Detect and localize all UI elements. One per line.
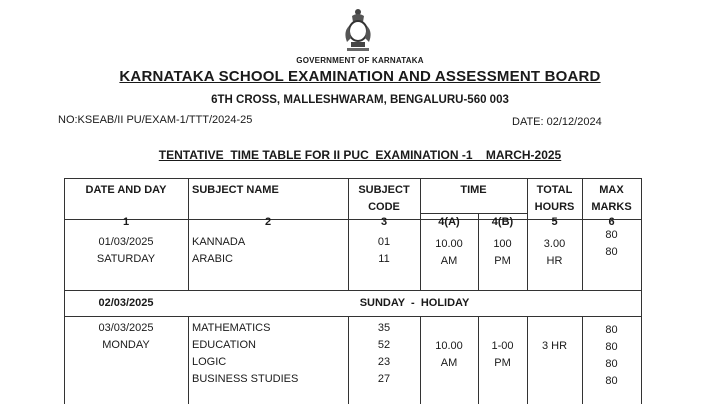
max-marks: 80	[605, 375, 618, 387]
end-time: 1-00	[491, 340, 514, 352]
total-hours-unit: HR	[546, 255, 563, 267]
subject-code: 52	[377, 339, 391, 351]
table-border	[64, 178, 642, 179]
max-marks: 80	[605, 324, 618, 336]
total-hours: 3.00	[543, 238, 566, 250]
end-time: 100	[493, 238, 512, 250]
start-time: 10.00	[435, 238, 463, 250]
exam-day: SATURDAY	[96, 253, 156, 265]
timetable-table	[64, 178, 642, 404]
total-hours: 3 HR	[541, 340, 568, 352]
header-time: TIME	[460, 184, 487, 196]
start-time: 10.00	[435, 340, 463, 352]
table-border	[64, 178, 65, 404]
exam-date: 03/03/2025	[98, 322, 154, 334]
exam-date: 01/03/2025	[98, 236, 154, 248]
column-number: 5	[551, 216, 558, 228]
subject-code: 23	[377, 356, 391, 368]
header-max-marks-line2: MARKS	[591, 201, 632, 213]
end-time-period: PM	[494, 255, 511, 267]
exam-day: MONDAY	[102, 339, 150, 351]
header-time-4b: 4(B)	[491, 216, 514, 228]
document-date: DATE: 02/12/2024	[512, 116, 602, 128]
table-border	[64, 290, 642, 291]
start-time-period: AM	[440, 357, 458, 369]
header-subject-name: SUBJECT NAME	[192, 184, 279, 196]
header-max-marks-line1: MAX	[599, 184, 624, 196]
board-address: 6TH CROSS, MALLESHWARAM, BENGALURU-560 003	[211, 94, 509, 106]
subject-code: 01	[377, 236, 391, 248]
max-marks: 80	[605, 229, 618, 241]
board-name: KARNATAKA SCHOOL EXAMINATION AND ASSESSMENT BOARD	[119, 68, 601, 85]
max-marks: 80	[605, 341, 618, 353]
header-time-4a: 4(A)	[438, 216, 460, 228]
subject-code: 27	[377, 373, 391, 385]
column-number: 2	[264, 216, 272, 228]
government-heading: GOVERNMENT OF KARNATAKA	[296, 56, 424, 65]
karnataka-emblem-icon	[338, 6, 378, 54]
max-marks: 80	[605, 358, 618, 370]
subject-name: KANNADA	[192, 236, 246, 248]
header-total-hours-line1: TOTAL	[536, 184, 573, 196]
holiday-date: 02/03/2025	[98, 297, 154, 309]
column-number: 6	[608, 216, 615, 228]
timetable-title: TENTATIVE TIME TABLE FOR II PUC EXAMINATION -1 MARCH-2025	[158, 148, 562, 162]
max-marks: 80	[605, 246, 618, 258]
column-number: 1	[122, 216, 130, 228]
column-number: 3	[380, 216, 388, 228]
header-subject-code-line1: SUBJECT	[358, 184, 410, 196]
end-time-period: PM	[494, 357, 511, 369]
subject-name: ARABIC	[192, 253, 233, 265]
table-border	[641, 178, 642, 404]
subject-name: MATHEMATICS	[192, 322, 271, 334]
subject-code: 35	[377, 322, 391, 334]
table-border	[188, 178, 189, 290]
header-subject-code-line2: CODE	[368, 201, 400, 213]
table-border	[188, 316, 189, 404]
holiday-label: SUNDAY - HOLIDAY	[359, 297, 470, 309]
table-border	[527, 316, 528, 404]
subject-code: 11	[378, 253, 390, 265]
header-date-day: DATE AND DAY	[85, 184, 167, 196]
table-border	[64, 316, 642, 317]
start-time-period: AM	[440, 255, 458, 267]
subject-name: BUSINESS STUDIES	[192, 373, 299, 385]
subject-name: LOGIC	[192, 356, 227, 368]
table-border	[420, 213, 527, 214]
reference-number: NO:KSEAB/II PU/EXAM-1/TTT/2024-25	[58, 114, 253, 126]
subject-name: EDUCATION	[192, 339, 256, 351]
header-total-hours-line2: HOURS	[534, 201, 575, 213]
